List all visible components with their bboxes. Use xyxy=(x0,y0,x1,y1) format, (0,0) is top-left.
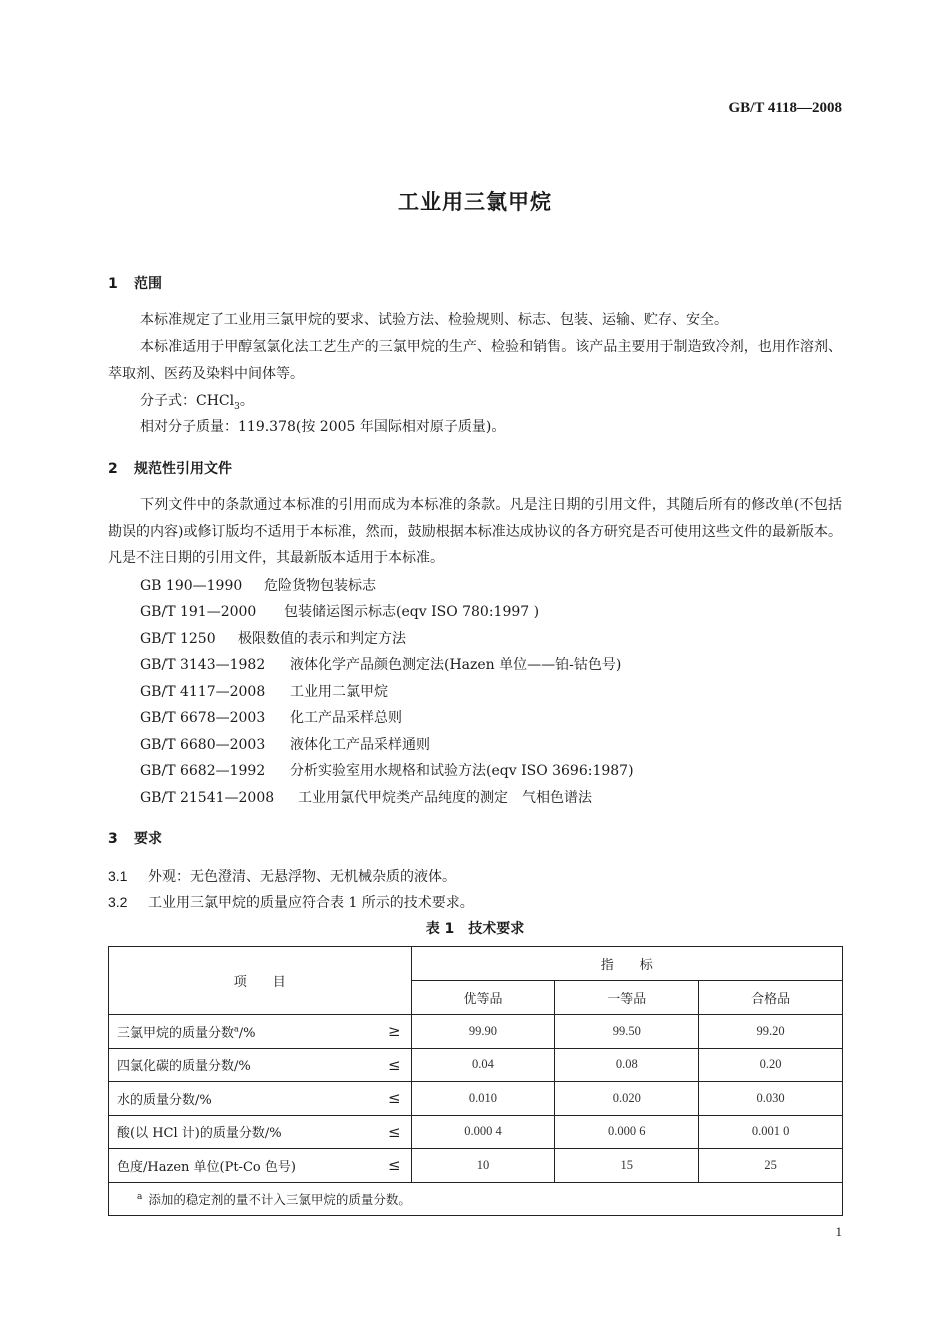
reference-item xyxy=(140,708,402,728)
section-1-number: 1 xyxy=(108,276,118,292)
standard-code: GB/T 4118—2008 xyxy=(728,100,842,116)
reference-name: 液体化学产品颜色测定法(Hazen 单位——铂-钴色号) xyxy=(290,657,622,673)
header-grade-superior: 优等品 xyxy=(411,981,555,1015)
section-3-title: 要求 xyxy=(134,831,162,847)
reference-code: GB/T 191—2000 xyxy=(140,604,257,620)
reference-name: 工业用二氯甲烷 xyxy=(290,684,388,700)
comparison-symbol: ≤ xyxy=(388,1156,401,1175)
section-3-number: 3 xyxy=(108,831,118,847)
row-item xyxy=(109,1149,412,1183)
value-cell: 25 xyxy=(699,1149,843,1183)
value-cell: 0.000 4 xyxy=(411,1115,555,1149)
value-cell: 0.04 xyxy=(411,1048,555,1082)
value-cell: 0.20 xyxy=(699,1048,843,1082)
clause-text: 工业用三氯甲烷的质量应符合表 1 所示的技术要求。 xyxy=(148,895,474,911)
clause-number: 3.2 xyxy=(108,894,128,910)
molecular-mass: 相对分子质量：119.378(按 2005 年国际相对原子质量)。 xyxy=(140,419,506,435)
row-item-label: 色度/Hazen 单位(Pt-Co 色号) xyxy=(117,1159,296,1175)
section-2-number: 2 xyxy=(108,461,118,477)
comparison-symbol: ≤ xyxy=(388,1122,401,1141)
row-item-label: 三氯甲烷的质量分数 xyxy=(117,1025,235,1041)
value-cell: 99.20 xyxy=(699,1015,843,1049)
reference-code: GB/T 4117—2008 xyxy=(140,684,266,700)
table-row xyxy=(109,1082,843,1116)
table-row xyxy=(109,1048,843,1082)
reference-item xyxy=(140,788,592,808)
reference-name: 化工产品采样总则 xyxy=(290,710,402,726)
footnote-text: 添加的稳定剂的量不计入三氯甲烷的质量分数。 xyxy=(148,1191,411,1207)
reference-code: GB/T 3143—1982 xyxy=(140,657,266,673)
reference-item xyxy=(140,655,621,675)
section-2-intro: 下列文件中的条款通过本标准的引用而成为本标准的条款。凡是注日期的引用文件，其随后所有的修改单(不包括勘误的内容)或修订版均不适用于本标准，然而，鼓励根据本标准达成协议的各方研究是否可使用这些文件的最新版本。凡是不注日期的引用文件，其最新版本适用于本标准。 xyxy=(108,497,842,566)
table-row xyxy=(109,1149,843,1183)
value-cell: 0.08 xyxy=(555,1048,699,1082)
footnote-mark: a xyxy=(234,1024,239,1034)
reference-item xyxy=(140,602,539,622)
comparison-symbol: ≤ xyxy=(388,1089,401,1108)
reference-name: 危险货物包装标志 xyxy=(264,578,376,594)
clause-3-1 xyxy=(108,866,456,886)
clause-text: 外观：无色澄清、无悬浮物、无机械杂质的液体。 xyxy=(148,869,456,885)
section-1-heading xyxy=(108,273,162,293)
reference-name: 分析实验室用水规格和试验方法(eqv ISO 3696:1987) xyxy=(290,763,634,779)
value-cell: 15 xyxy=(555,1149,699,1183)
header-index: 指 标 xyxy=(411,947,842,981)
technical-requirements-table xyxy=(108,946,843,1216)
document-title: 工业用三氯甲烷 xyxy=(398,190,552,214)
value-cell: 0.020 xyxy=(555,1082,699,1116)
footnote-mark: a xyxy=(137,1191,143,1202)
comparison-symbol: ≤ xyxy=(388,1055,401,1074)
reference-code: GB/T 21541—2008 xyxy=(140,790,275,806)
value-cell: 99.90 xyxy=(411,1015,555,1049)
reference-item xyxy=(140,735,430,755)
row-item-label: 四氯化碳的质量分数/% xyxy=(117,1059,251,1075)
reference-name: 极限数值的表示和判定方法 xyxy=(238,631,406,647)
table-caption: 表 1 技术要求 xyxy=(425,921,525,937)
reference-item xyxy=(140,682,388,702)
section-1-title: 范围 xyxy=(134,276,162,292)
reference-item xyxy=(140,576,376,596)
section-3-heading xyxy=(108,828,162,848)
reference-name: 包装储运图示标志(eqv ISO 780:1997 ) xyxy=(284,604,540,620)
reference-name: 工业用氯代甲烷类产品纯度的测定 气相色谱法 xyxy=(298,790,592,806)
reference-code: GB/T 6678—2003 xyxy=(140,710,266,726)
header-grade-qualified: 合格品 xyxy=(699,981,843,1015)
table-row xyxy=(109,1015,843,1049)
header-grade-first: 一等品 xyxy=(555,981,699,1015)
row-item-unit: /% xyxy=(238,1025,256,1041)
table-note-row xyxy=(109,1182,843,1216)
value-cell: 99.50 xyxy=(555,1015,699,1049)
value-cell: 0.010 xyxy=(411,1082,555,1116)
reference-code: GB/T 1250 xyxy=(140,631,216,647)
formula-label: 分子式：CHCl xyxy=(140,393,235,409)
row-item xyxy=(109,1048,412,1082)
value-cell: 0.001 0 xyxy=(699,1115,843,1149)
comparison-symbol: ≥ xyxy=(388,1022,401,1041)
clause-number: 3.1 xyxy=(108,868,128,884)
reference-item xyxy=(140,761,634,781)
reference-name: 液体化工产品采样通则 xyxy=(290,737,430,753)
row-item xyxy=(109,1015,412,1049)
header-item: 项 目 xyxy=(109,947,412,1015)
table-row xyxy=(109,1115,843,1149)
row-item-label: 水的质量分数/% xyxy=(117,1092,212,1108)
reference-code: GB/T 6682—1992 xyxy=(140,763,266,779)
value-cell: 0.030 xyxy=(699,1082,843,1116)
row-item-label: 酸(以 HCl 计)的质量分数/% xyxy=(117,1126,282,1142)
row-item xyxy=(109,1115,412,1149)
section-1-paragraph-1: 本标准规定了工业用三氯甲烷的要求、试验方法、检验规则、标志、包装、运输、贮存、安全。 xyxy=(140,312,728,328)
section-2-heading xyxy=(108,458,232,478)
value-cell: 10 xyxy=(411,1149,555,1183)
formula-end: 。 xyxy=(239,393,254,409)
section-2-title: 规范性引用文件 xyxy=(134,461,232,477)
table-footnote xyxy=(109,1182,843,1216)
clause-3-2 xyxy=(108,892,474,912)
reference-item xyxy=(140,629,406,649)
formula-subscript: 3 xyxy=(234,401,240,412)
page-number: 1 xyxy=(835,1224,842,1239)
reference-code: GB/T 6680—2003 xyxy=(140,737,266,753)
section-1-paragraph-2: 本标准适用于甲醇氢氯化法工艺生产的三氯甲烷的生产、检验和销售。该产品主要用于制造致冷剂，也用作溶剂、萃取剂、医药及染料中间体等。 xyxy=(108,339,842,382)
value-cell: 0.000 6 xyxy=(555,1115,699,1149)
reference-code: GB 190—1990 xyxy=(140,578,243,594)
molecular-formula xyxy=(140,391,254,417)
row-item xyxy=(109,1082,412,1116)
